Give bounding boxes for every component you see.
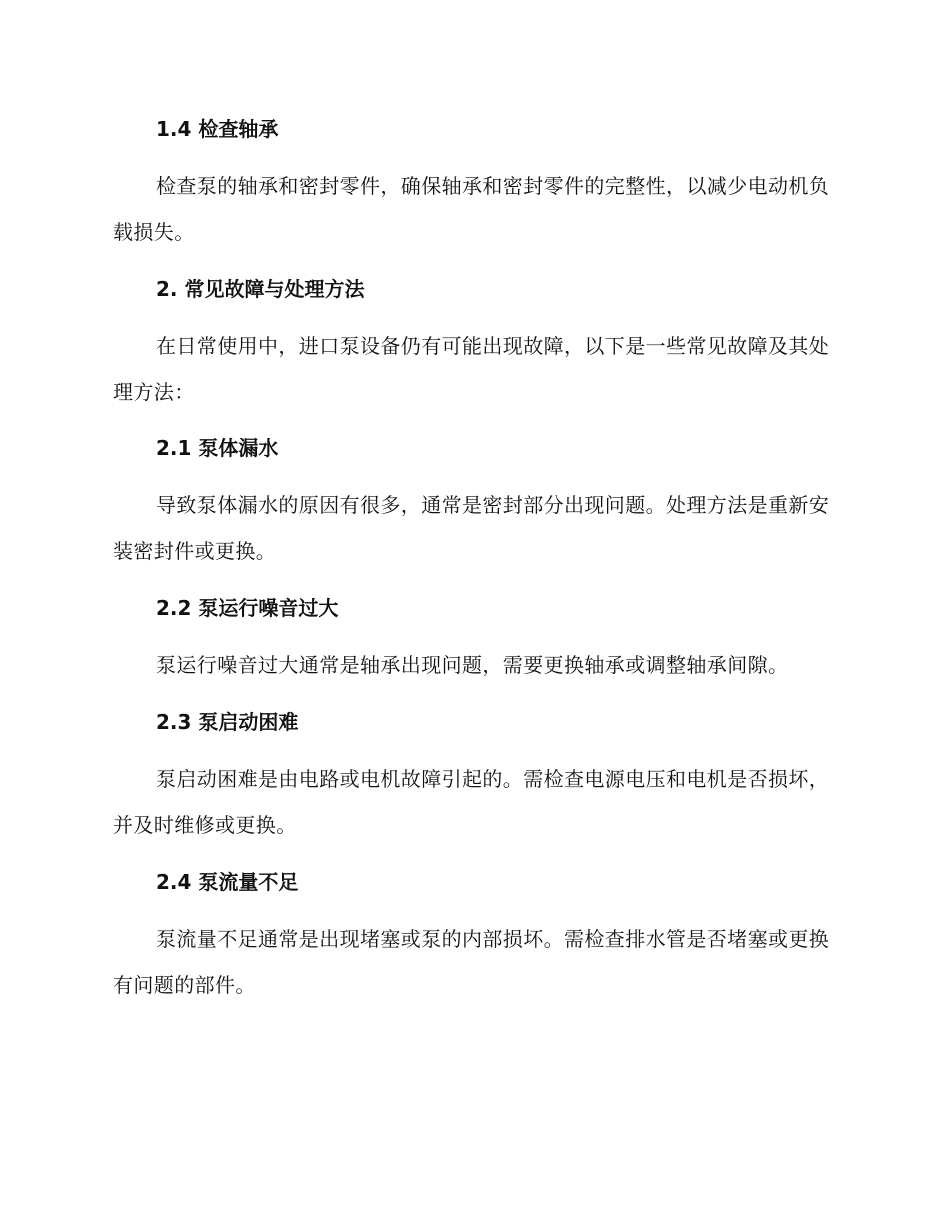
section-body-2-4: 泵流量不足通常是出现堵塞或泵的内部损坏。需检查排水管是否堵塞或更换有问题的部件。 <box>113 927 830 997</box>
section-heading-2-3: 2.3 泵启动困难 <box>156 710 299 734</box>
section-body-2-2: 泵运行噪音过大通常是轴承出现问题，需要更换轴承或调整轴承间隙。 <box>156 653 789 677</box>
section-heading-2-1: 2.1 泵体漏水 <box>156 436 279 460</box>
section-body-1-4: 检查泵的轴承和密封零件，确保轴承和密封零件的完整性，以减少电动机负载损失。 <box>113 174 830 244</box>
section-body-2-1: 导致泵体漏水的原因有很多，通常是密封部分出现问题。处理方法是重新安装密封件或更换。 <box>113 493 830 563</box>
section-body-2-3: 泵启动困难是由电路或电机故障引起的。需检查电源电压和电机是否损坏，并及时维修或更换。 <box>113 767 830 837</box>
section-heading-2-4: 2.4 泵流量不足 <box>156 870 299 894</box>
section-heading-2-2: 2.2 泵运行噪音过大 <box>156 596 339 620</box>
section-body-2: 在日常使用中，进口泵设备仍有可能出现故障，以下是一些常见故障及其处理方法： <box>113 334 830 404</box>
section-heading-1-4: 1.4 检查轴承 <box>156 117 279 141</box>
section-heading-2: 2. 常见故障与处理方法 <box>156 277 365 301</box>
